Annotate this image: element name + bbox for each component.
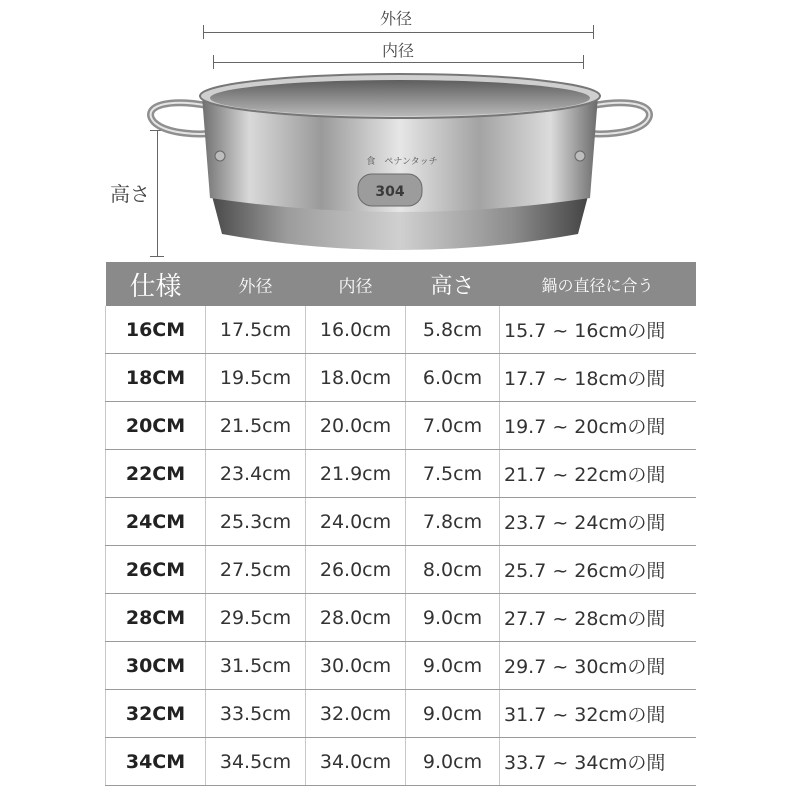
size-cell: 26CM [106,546,206,594]
table-row [106,690,696,738]
size-cell: 22CM [106,450,206,498]
inner-cell: 28.0cm [306,594,406,642]
fits-cell: 33.7 ~ 34cmの間 [500,738,696,786]
size-cell: 18CM [106,354,206,402]
inner-cell: 26.0cm [306,546,406,594]
inner-cell: 21.9cm [306,450,406,498]
height-cell: 7.5cm [406,450,500,498]
fits-cell: 21.7 ~ 22cmの間 [500,450,696,498]
steamer-pot-image [140,66,660,262]
size-cell: 16CM [106,306,206,354]
fits-cell: 31.7 ~ 32cmの間 [500,690,696,738]
outer-cell: 34.5cm [206,738,306,786]
size-cell: 32CM [106,690,206,738]
spec-table-header [106,262,696,306]
fits-cell: 23.7 ~ 24cmの間 [500,498,696,546]
height-cell: 5.8cm [406,306,500,354]
outer-cell: 21.5cm [206,402,306,450]
height-cell: 6.0cm [406,354,500,402]
outer-cell: 31.5cm [206,642,306,690]
inner-cell: 32.0cm [306,690,406,738]
size-cell: 30CM [106,642,206,690]
outer-diameter-tick-left [203,25,204,39]
table-row [106,354,696,402]
outer-cell: 33.5cm [206,690,306,738]
table-row [106,498,696,546]
table-row [106,306,696,354]
engraving-text: 食 ペナンタッチ [366,157,438,167]
fits-cell: 29.7 ~ 30cmの間 [500,642,696,690]
outer-cell: 27.5cm [206,546,306,594]
height-cell: 9.0cm [406,642,500,690]
stamp-text: 304 [375,184,405,200]
height-cell: 8.0cm [406,546,500,594]
table-row [106,450,696,498]
table-row [106,594,696,642]
size-cell: 20CM [106,402,206,450]
outer-cell: 23.4cm [206,450,306,498]
inner-cell: 18.0cm [306,354,406,402]
outer-diameter-line [203,32,593,33]
table-row [106,402,696,450]
header-spec: 仕様 [106,262,206,306]
height-label: 高さ [110,182,150,206]
height-cell: 7.0cm [406,402,500,450]
spec-table [105,262,696,786]
fits-cell: 15.7 ~ 16cmの間 [500,306,696,354]
outer-diameter-tick-right [593,25,594,39]
fits-cell: 25.7 ~ 26cmの間 [500,546,696,594]
size-cell: 28CM [106,594,206,642]
fits-cell: 27.7 ~ 28cmの間 [500,594,696,642]
outer-cell: 17.5cm [206,306,306,354]
header-outer: 外径 [206,262,306,306]
table-row [106,546,696,594]
outer-cell: 19.5cm [206,354,306,402]
height-cell: 9.0cm [406,738,500,786]
table-row [106,738,696,786]
table-row [106,642,696,690]
inner-cell: 16.0cm [306,306,406,354]
header-inner: 内径 [306,262,406,306]
inner-cell: 30.0cm [306,642,406,690]
outer-diameter-label: 外径 [380,9,413,28]
fits-cell: 17.7 ~ 18cmの間 [500,354,696,402]
height-cell: 9.0cm [406,690,500,738]
outer-cell: 25.3cm [206,498,306,546]
header-height: 高さ [406,262,500,306]
inner-cell: 20.0cm [306,402,406,450]
size-cell: 34CM [106,738,206,786]
inner-diameter-label: 内径 [382,41,415,60]
outer-cell: 29.5cm [206,594,306,642]
height-cell: 9.0cm [406,594,500,642]
header-fits: 鍋の直径に合う [500,262,696,306]
size-cell: 24CM [106,498,206,546]
height-cell: 7.8cm [406,498,500,546]
inner-diameter-line [213,62,583,63]
fits-cell: 19.7 ~ 20cmの間 [500,402,696,450]
inner-cell: 34.0cm [306,738,406,786]
inner-cell: 24.0cm [306,498,406,546]
